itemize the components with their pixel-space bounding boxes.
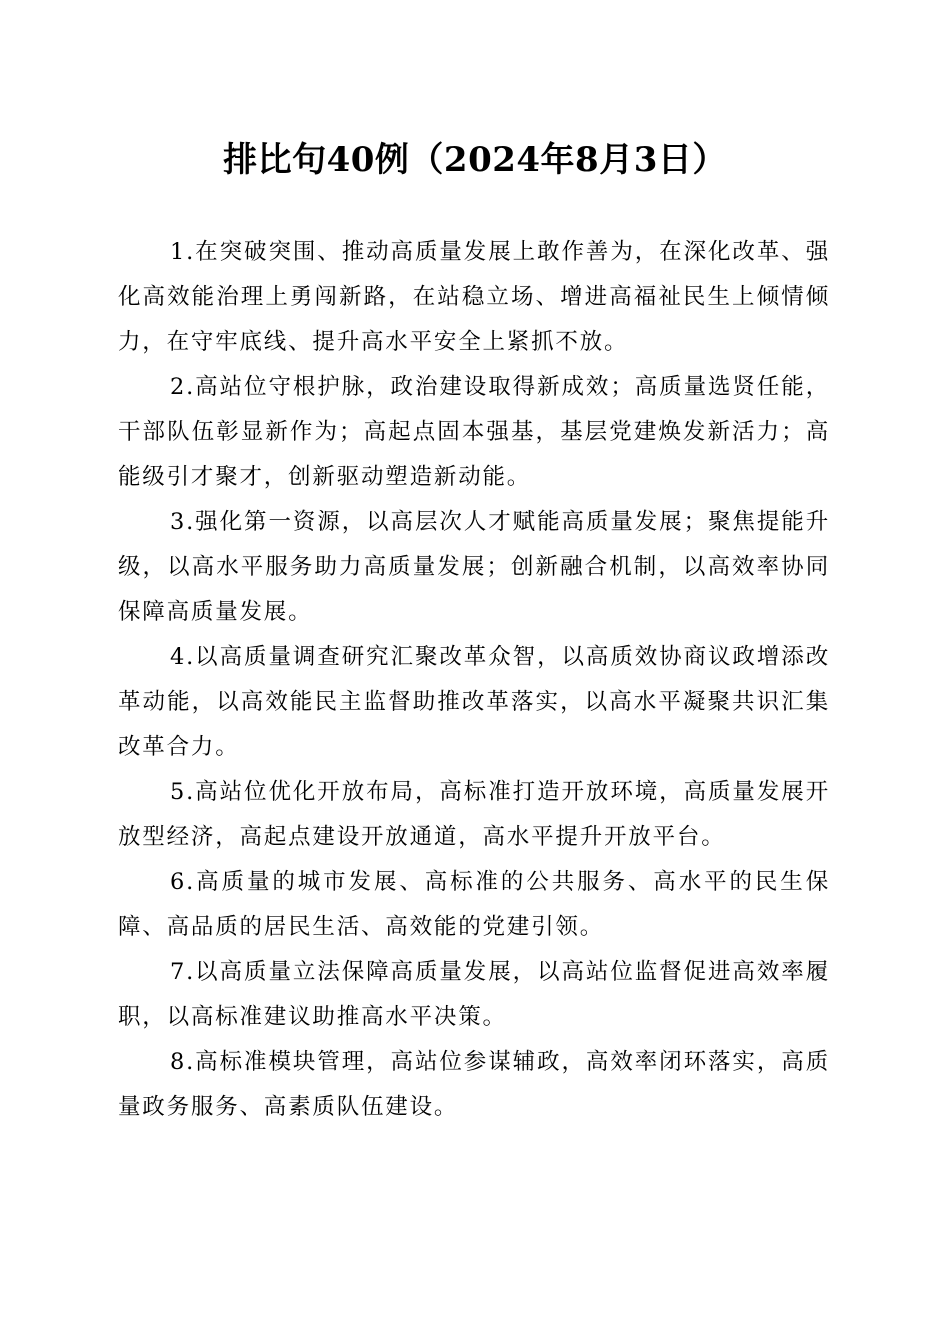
paragraph-3: 3.强化第一资源，以高层次人才赋能高质量发展；聚焦提能升级，以高水平服务助力高质量发展；创新融合机制，以高效率协同保障高质量发展。 bbox=[118, 509, 830, 625]
paragraph-7: 7.以高质量立法保障高质量发展，以高站位监督促进高效率履职，以高标准建议助推高水平决策。 bbox=[118, 959, 830, 1030]
paragraph-8: 8.高标准模块管理，高站位参谋辅政，高效率闭环落实，高质量政务服务、高素质队伍建设。 bbox=[118, 1049, 830, 1120]
document-title: 排比句40例（2024年8月3日） bbox=[223, 140, 727, 180]
paragraph-5: 5.高站位优化开放布局，高标准打造开放环境，高质量发展开放型经济，高起点建设开放通道，高水平提升开放平台。 bbox=[118, 779, 830, 850]
paragraph-4: 4.以高质量调查研究汇聚改革众智，以高质效协商议政增添改革动能，以高效能民主监督助推改革落实，以高水平凝聚共识汇集改革合力。 bbox=[118, 644, 830, 760]
paragraph-1: 1.在突破突围、推动高质量发展上敢作善为，在深化改革、强化高效能治理上勇闯新路，在站稳立场、增进高福祉民生上倾情倾力，在守牢底线、提升高水平安全上紧抓不放。 bbox=[118, 239, 830, 355]
document-body bbox=[118, 230, 830, 1130]
paragraph-2: 2.高站位守根护脉，政治建设取得新成效；高质量选贤任能，干部队伍彰显新作为；高起点固本强基，基层党建焕发新活力；高能级引才聚才，创新驱动塑造新动能。 bbox=[118, 374, 830, 490]
paragraph-6: 6.高质量的城市发展、高标准的公共服务、高水平的民生保障、高品质的居民生活、高效能的党建引领。 bbox=[118, 869, 830, 940]
